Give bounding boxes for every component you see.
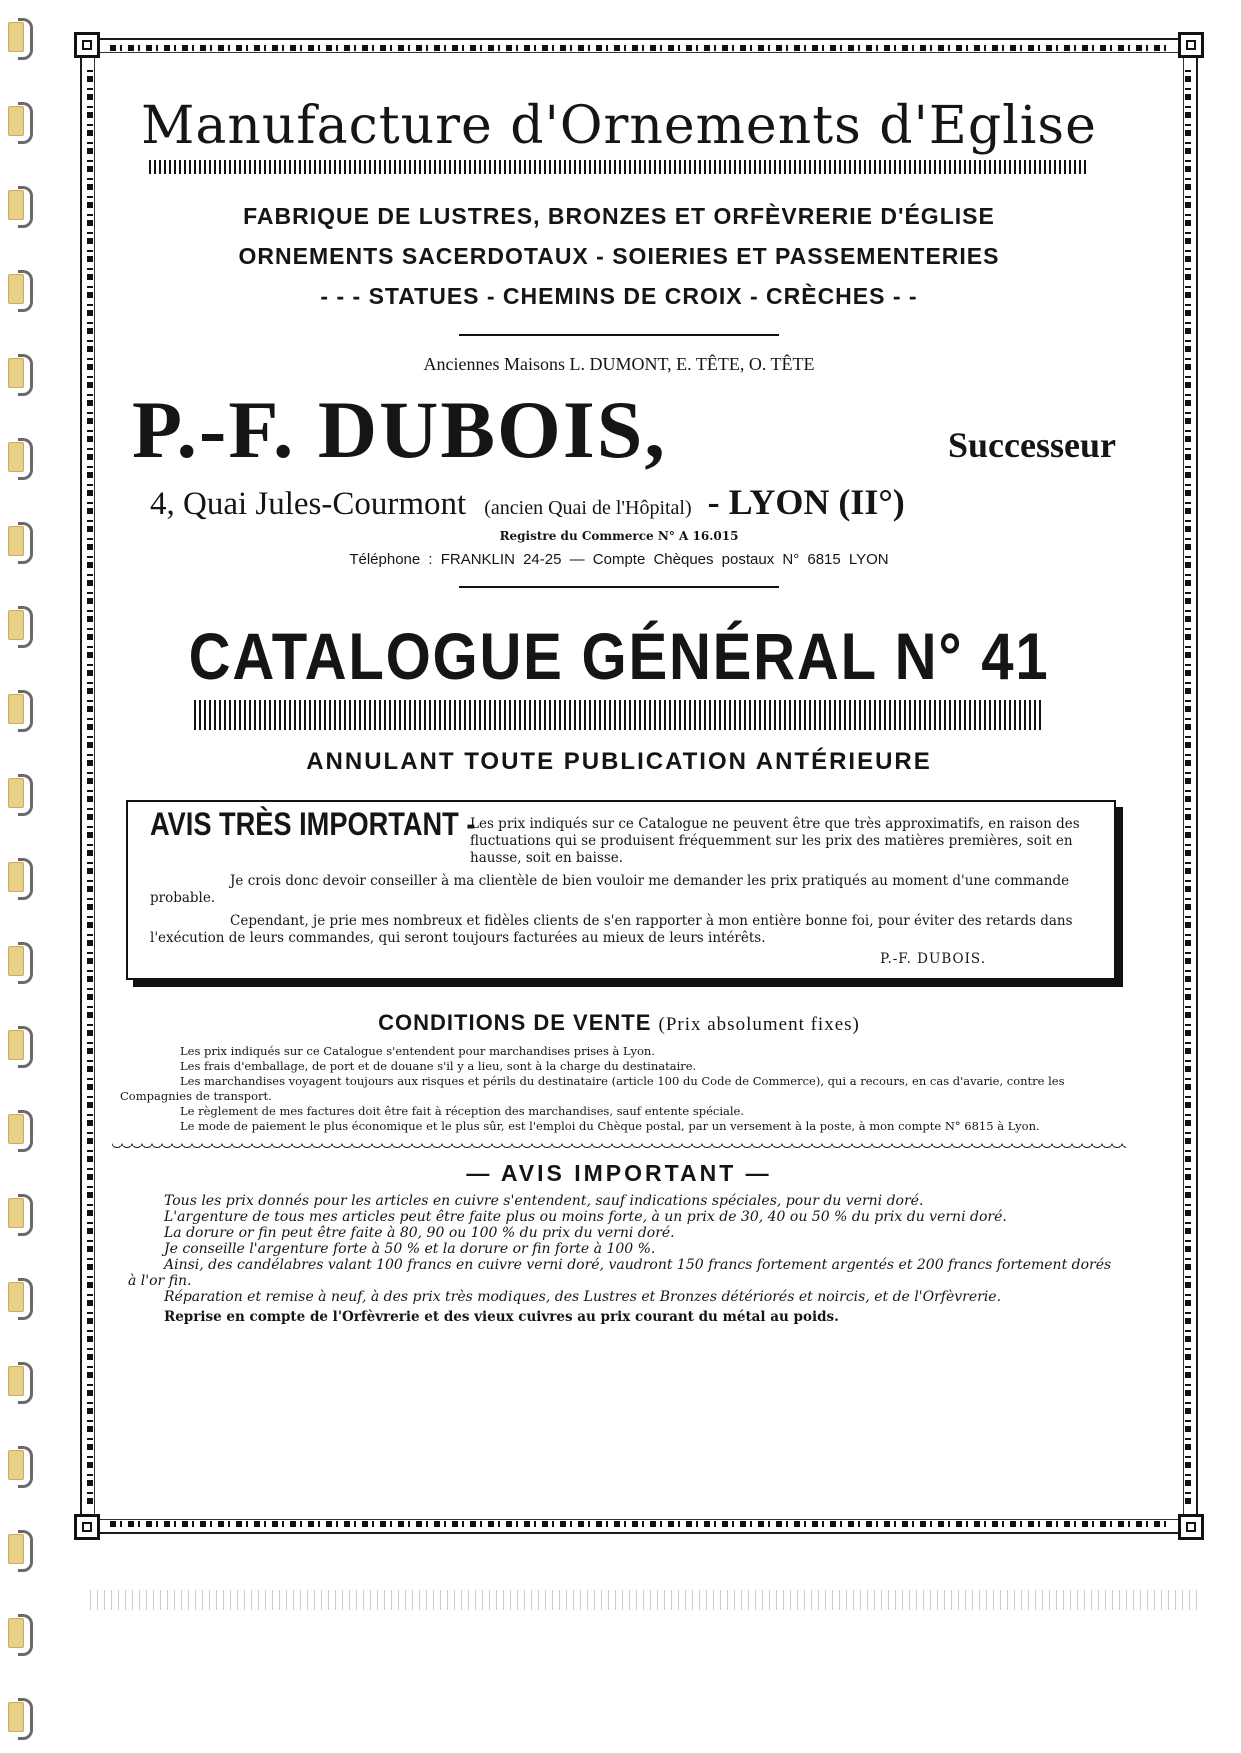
catalogue-title: CATALOGUE GÉNÉRAL N° 41 [188, 619, 1050, 693]
page-content [112, 70, 1126, 1325]
avis-box-paragraph: Je crois donc devoir conseiller à ma clientèle de bien vouloir me demander les prix pratiqués au moment d'une commande probable. [150, 873, 1070, 906]
successeur-label: Successeur [948, 425, 1116, 465]
conditions-paren: (Prix absolument fixes) [658, 1014, 860, 1035]
divider-rule [459, 586, 779, 588]
binding-ring [8, 186, 32, 222]
binding-ring [8, 18, 32, 54]
binding-ring [8, 1194, 32, 1230]
address-row [112, 481, 1126, 523]
activity-line: - - - STATUES - CHEMINS DE CROIX - CRÈCHES - - [320, 283, 918, 309]
binding-ring [8, 690, 32, 726]
avis-item: La dorure or fin peut être faite à 80, 90 ou 100 % du prix du verni doré. [164, 1225, 675, 1241]
binding-ring [8, 1362, 32, 1398]
border-chain-top [110, 45, 1168, 51]
border-chain-right [1185, 68, 1191, 1504]
binding-ring [8, 522, 32, 558]
telephone-line: Téléphone : FRANKLIN 24-25 — Compte Chèques postaux N° 6815 LYON [349, 551, 889, 568]
condition-item: Les marchandises voyagent toujours aux risques et périls du destinataire (article 100 du Code de Commerce), qui a recours, en cas d'avarie, contre les Compagnies de transport. [120, 1074, 1065, 1103]
binding-ring [8, 270, 32, 306]
binding-ring [8, 354, 32, 390]
conditions-list [112, 1044, 1126, 1134]
avis-item: Tous les prix donnés pour les articles en cuivre s'entendent, sauf indications spéciales, pour du verni doré. [164, 1193, 924, 1209]
tick-divider [149, 160, 1089, 174]
avis-box-head [150, 806, 1096, 867]
corner-ornament [1178, 32, 1204, 58]
binding-ring [8, 942, 32, 978]
condition-item: Les frais d'emballage, de port et de douane s'il y a lieu, sont à la charge du destinataire. [180, 1059, 697, 1073]
avis-important-title: — AVIS IMPORTANT — [466, 1160, 772, 1186]
registre-commerce: Registre du Commerce N° A 16.015 [499, 529, 739, 543]
avis-tres-important-box [126, 800, 1116, 980]
scan-noise [90, 1590, 1200, 1610]
catalogue-subtitle: ANNULANT TOUTE PUBLICATION ANTÉRIEURE [306, 748, 932, 775]
binding-ring [8, 606, 32, 642]
avis-item: Je conseille l'argenture forte à 50 % et la dorure or fin forte à 100 %. [164, 1241, 656, 1257]
binding-ring [8, 1698, 32, 1734]
tick-divider [194, 700, 1044, 730]
binding-ring [8, 102, 32, 138]
condition-item: Les prix indiqués sur ce Catalogue s'entendent pour marchandises prises à Lyon. [180, 1044, 655, 1058]
manufacture-title: Manufacture d'Ornements d'Eglise [141, 96, 1097, 156]
border-chain-left [87, 68, 93, 1504]
spiral-binding [0, 0, 40, 1753]
signature: P.-F. DUBOIS. [880, 951, 986, 967]
condition-item: Le mode de paiement le plus économique et le plus sûr, est l'emploi du Chèque postal, par un versement à la poste, à mon compte N° 6815 à Lyon. [180, 1119, 1040, 1133]
conditions-title [112, 1010, 1126, 1036]
avis-item: Réparation et remise à neuf, à des prix très modiques, des Lustres et Bronzes détériorés et noircis, et de l'Orfèvrerie. [164, 1289, 1002, 1305]
conditions-heading: CONDITIONS DE VENTE [378, 1010, 652, 1035]
binding-ring [8, 1278, 32, 1314]
wavy-divider [112, 1142, 1126, 1152]
binding-ring [8, 1614, 32, 1650]
street-address: 4, Quai Jules-Courmont [150, 486, 467, 522]
avis-box-title: AVIS TRÈS IMPORTANT - [150, 806, 476, 842]
avis-important-list [112, 1193, 1126, 1325]
former-address: (ancien Quai de l'Hôpital) [484, 497, 692, 519]
avis-item: Ainsi, des candélabres valant 100 francs en cuivre verni doré, vaudront 150 francs fortement argentés et 200 francs fortement dorés à l'or fin. [128, 1257, 1112, 1289]
binding-ring [8, 1446, 32, 1482]
avis-box-first: Les prix indiqués sur ce Catalogue ne peuvent être que très approximatifs, en raison des fluctuations qui se produisent fréquemment sur les prix des matières premières, soit en hausse, soit en baisse. [470, 816, 1080, 866]
reprise-line: Reprise en compte de l'Orfèvrerie et des vieux cuivres au prix courant du métal au poids. [164, 1309, 839, 1325]
binding-ring [8, 1530, 32, 1566]
firm-name-row [112, 383, 1126, 477]
divider-rule [459, 334, 779, 336]
activity-line: FABRIQUE DE LUSTRES, BRONZES ET ORFÈVRERIE D'ÉGLISE [243, 203, 995, 229]
avis-item: L'argenture de tous mes articles peut être faite plus ou moins forte, à un prix de 30, 40 ou 50 % du prix du verni doré. [164, 1209, 1007, 1225]
binding-ring [8, 1026, 32, 1062]
activity-line: ORNEMENTS SACERDOTAUX - SOIERIES ET PASSEMENTERIES [238, 243, 1000, 269]
avis-box-paragraph: Cependant, je prie mes nombreux et fidèles clients de s'en rapporter à mon entière bonne foi, pour éviter des retards dans l'exécution de leurs commandes, qui seront toujours facturées au mieux de leurs intérêts. [150, 913, 1073, 946]
binding-ring [8, 1110, 32, 1146]
activity-lines [112, 196, 1126, 316]
border-chain-bottom [110, 1521, 1168, 1527]
binding-ring [8, 438, 32, 474]
city: - LYON (II°) [707, 482, 905, 522]
condition-item: Le règlement de mes factures doit être fait à réception des marchandises, sauf entente spéciale. [180, 1104, 745, 1118]
corner-ornament [1178, 1514, 1204, 1540]
anciennes-maisons: Anciennes Maisons L. DUMONT, E. TÊTE, O. TÊTE [423, 354, 815, 374]
corner-ornament [74, 1514, 100, 1540]
binding-ring [8, 858, 32, 894]
firm-name: P.-F. DUBOIS, [132, 384, 667, 475]
binding-ring [8, 774, 32, 810]
corner-ornament [74, 32, 100, 58]
